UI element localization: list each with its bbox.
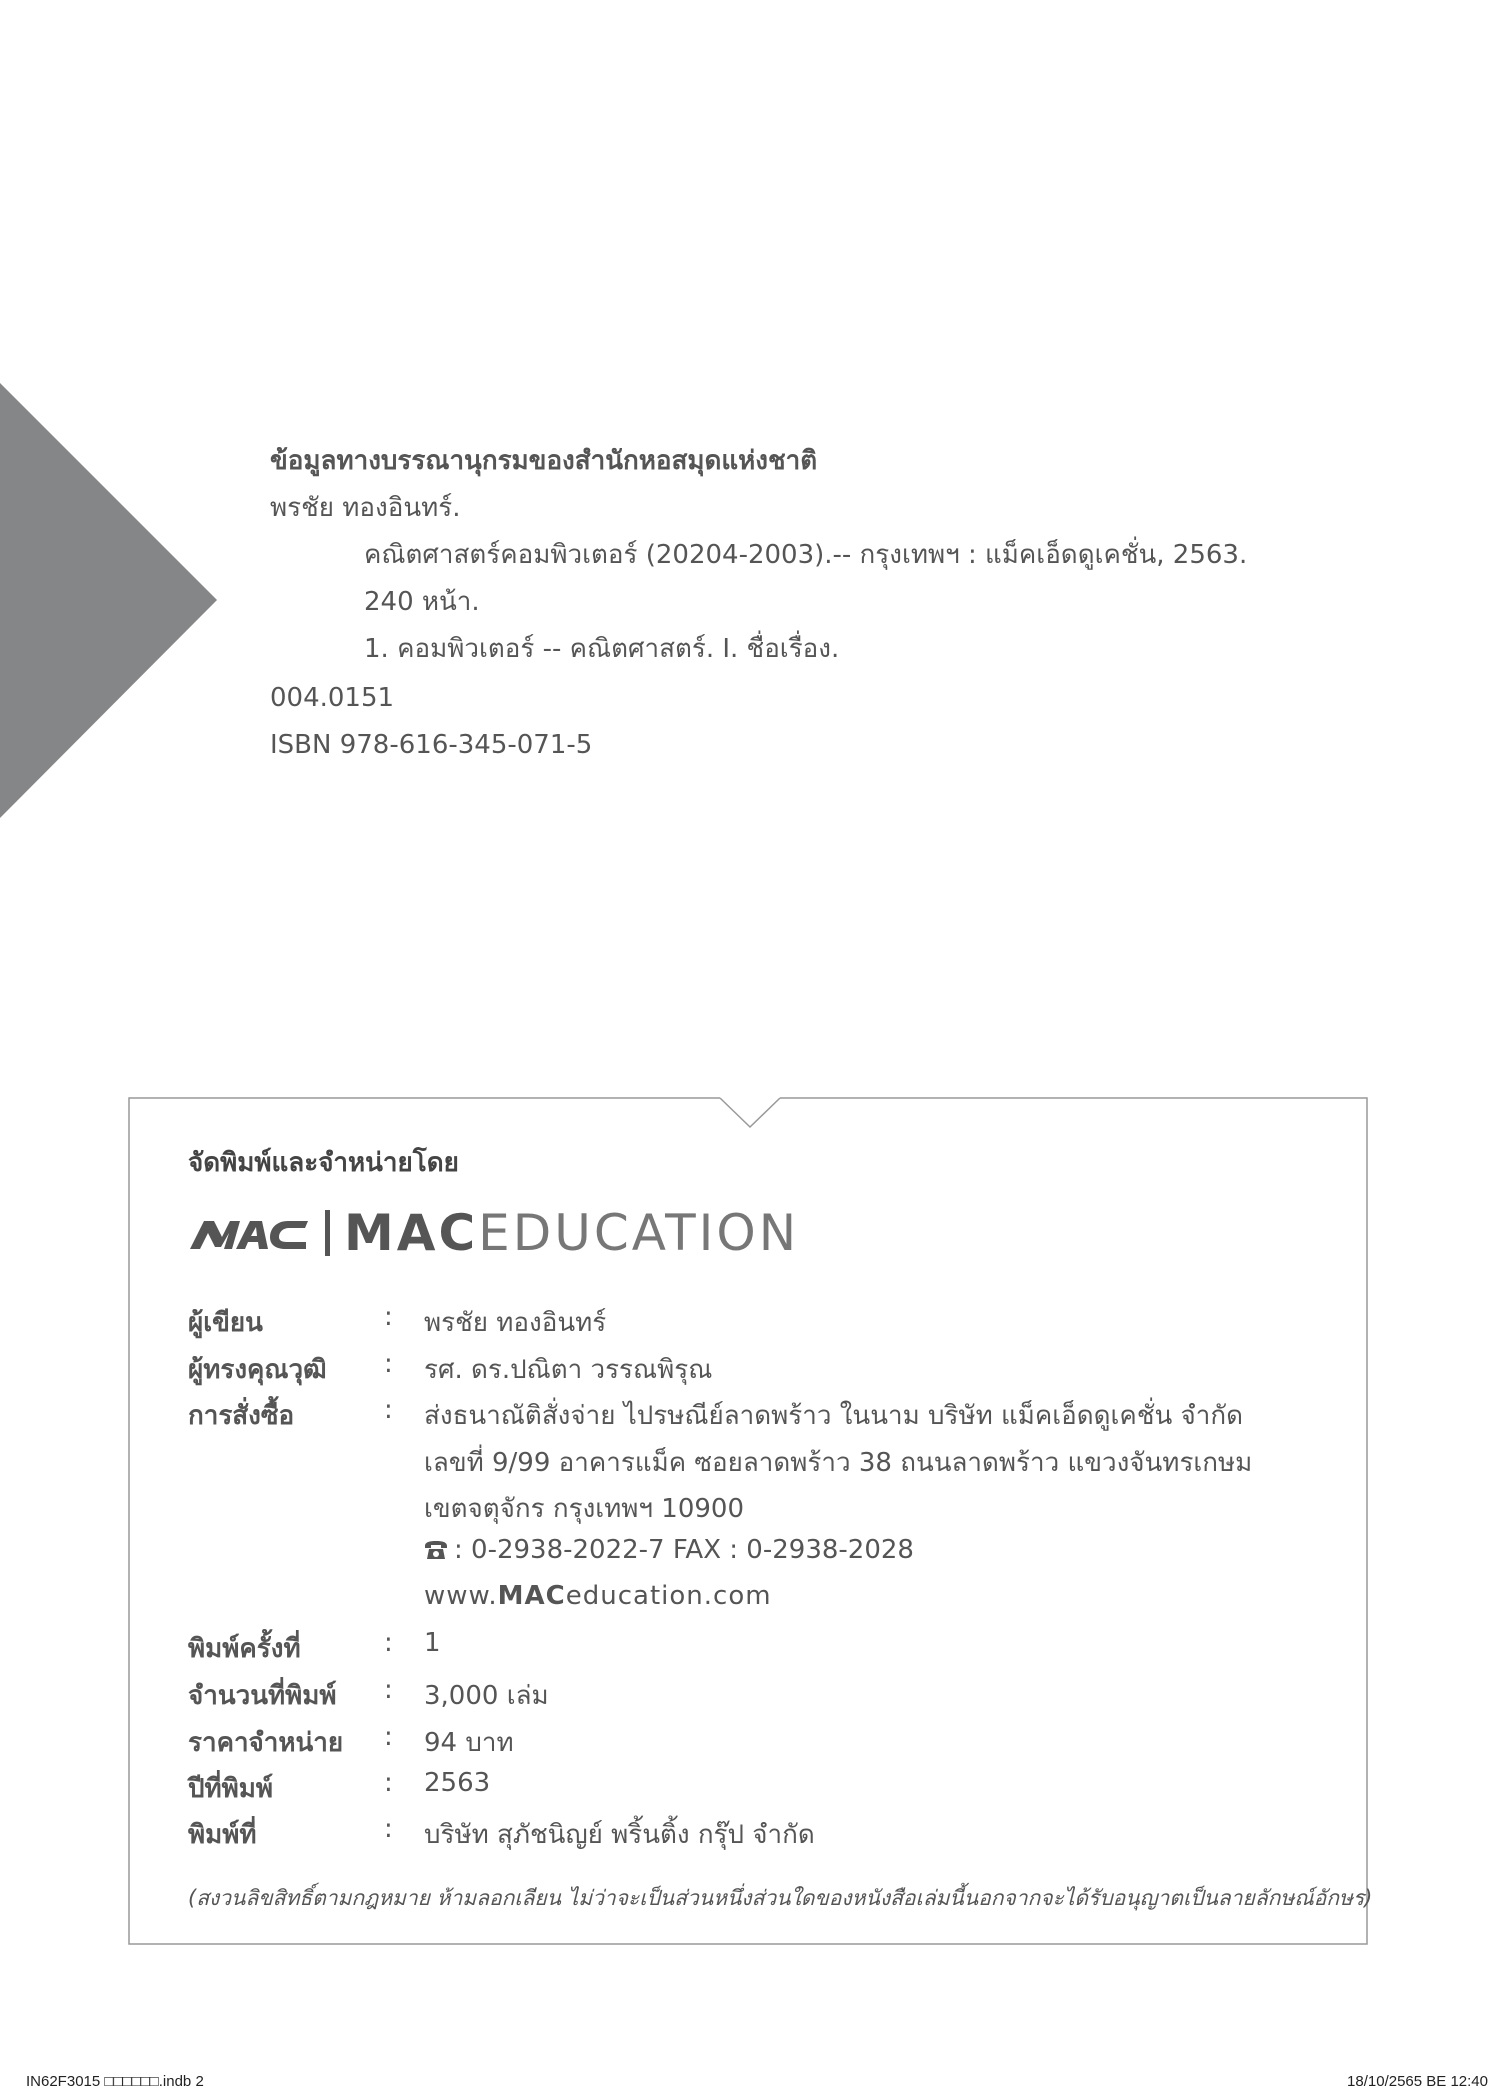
publisher-box: จัดพิมพ์และจำหน่ายโดย MACEDUCATION ผู้เขียน : พรชัย ทองอินทร์ ผู้ทรงคุณวุฒิ : รศ. ดร.ปณิตา วรรณพิรุณ การสั่งซื้อ : ส่งธนาณัติสั่งจ่าย ไปรษณีย์ลาดพร้าว ในนาม บริษัท แม็คเอ็ดดูเคชั่น จำกัด เลขที่ 9/99 อาคารแม็ค ซอยลาดพร้าว 38 ถนนลาดพร้าว แขวงจันทรเกษม เขตจตุจักร กรุงเทพฯ 10900 : 0-2938-2022-7 FAX : 0-2938-2028 www.MACeducation.com พิมพ์ครั้งที่ : 1 จำนวนที่พิมพ์ : 3,000 เล่ม ราคาจำหน่าย : 94 บาท ปีที่พิมพ์ : 2563 พิมพ์ที่ : บริษัท สุภัชนิญย์ พริ้นติ้ง กรุ๊ป จำกัด (สงวนลิขสิทธิ์ตามกฎหมาย ห้ามลอกเลียน ไม่ว่าจะเป็นส่วนหนึ่งส่วนใดของหนังสือเล่มนี้นอกจากจะได้รับอนุญาตเป็นลายลักษณ์อักษร)	[128, 1097, 1368, 1945]
logo-wordmark: MACEDUCATION	[344, 1204, 800, 1262]
cip-classification: 004.0151	[270, 683, 395, 713]
publisher-title: จัดพิมพ์และจำหน่ายโดย	[188, 1148, 459, 1178]
mac-education-logo	[188, 1203, 799, 1263]
cip-isbn: ISBN 978-616-345-071-5	[270, 730, 593, 760]
copyright-notice: (สงวนลิขสิทธิ์ตามกฎหมาย ห้ามลอกเลียน ไม่ว่าจะเป็นส่วนหนึ่งส่วนใดของหนังสือเล่มนี้นอกจากจะได้รับอนุญาตเป็นลายลักษณ์อักษร)	[188, 1886, 1373, 1910]
cip-heading: ข้อมูลทางบรรณานุกรมของสำนักหอสมุดแห่งชาติ	[270, 446, 818, 476]
logo-divider	[325, 1210, 330, 1256]
order-district-line: เขตจตุจักร กรุงเทพฯ 10900	[424, 1494, 745, 1524]
cip-subjects: 1. คอมพิวเตอร์ -- คณิตศาสตร์. I. ชื่อเรื่อง.	[364, 634, 840, 664]
print-date-label: 18/10/2565 BE 12:40	[1347, 2073, 1488, 2090]
cip-title-line: คณิตศาสตร์คอมพิวเตอร์ (20204-2003).-- กรุงเทพฯ : แม็คเอ็ดดูเคชั่น, 2563.	[364, 540, 1248, 570]
phone-line: : 0-2938-2022-7 FAX : 0-2938-2028	[424, 1535, 914, 1565]
cip-author: พรชัย ทองอินทร์.	[270, 493, 461, 523]
website-link[interactable]: www.MACeducation.com	[424, 1581, 772, 1611]
telephone-icon	[424, 1540, 448, 1560]
mac-logo-mark	[188, 1213, 313, 1253]
order-address-line: เลขที่ 9/99 อาคารแม็ค ซอยลาดพร้าว 38 ถนนลาดพร้าว แขวงจันทรเกษม	[424, 1448, 1253, 1478]
cip-pages: 240 หน้า.	[364, 587, 480, 617]
print-file-label: IN62F3015 □□□□□□.indb 2	[26, 2073, 204, 2090]
decorative-triangle	[0, 383, 217, 818]
